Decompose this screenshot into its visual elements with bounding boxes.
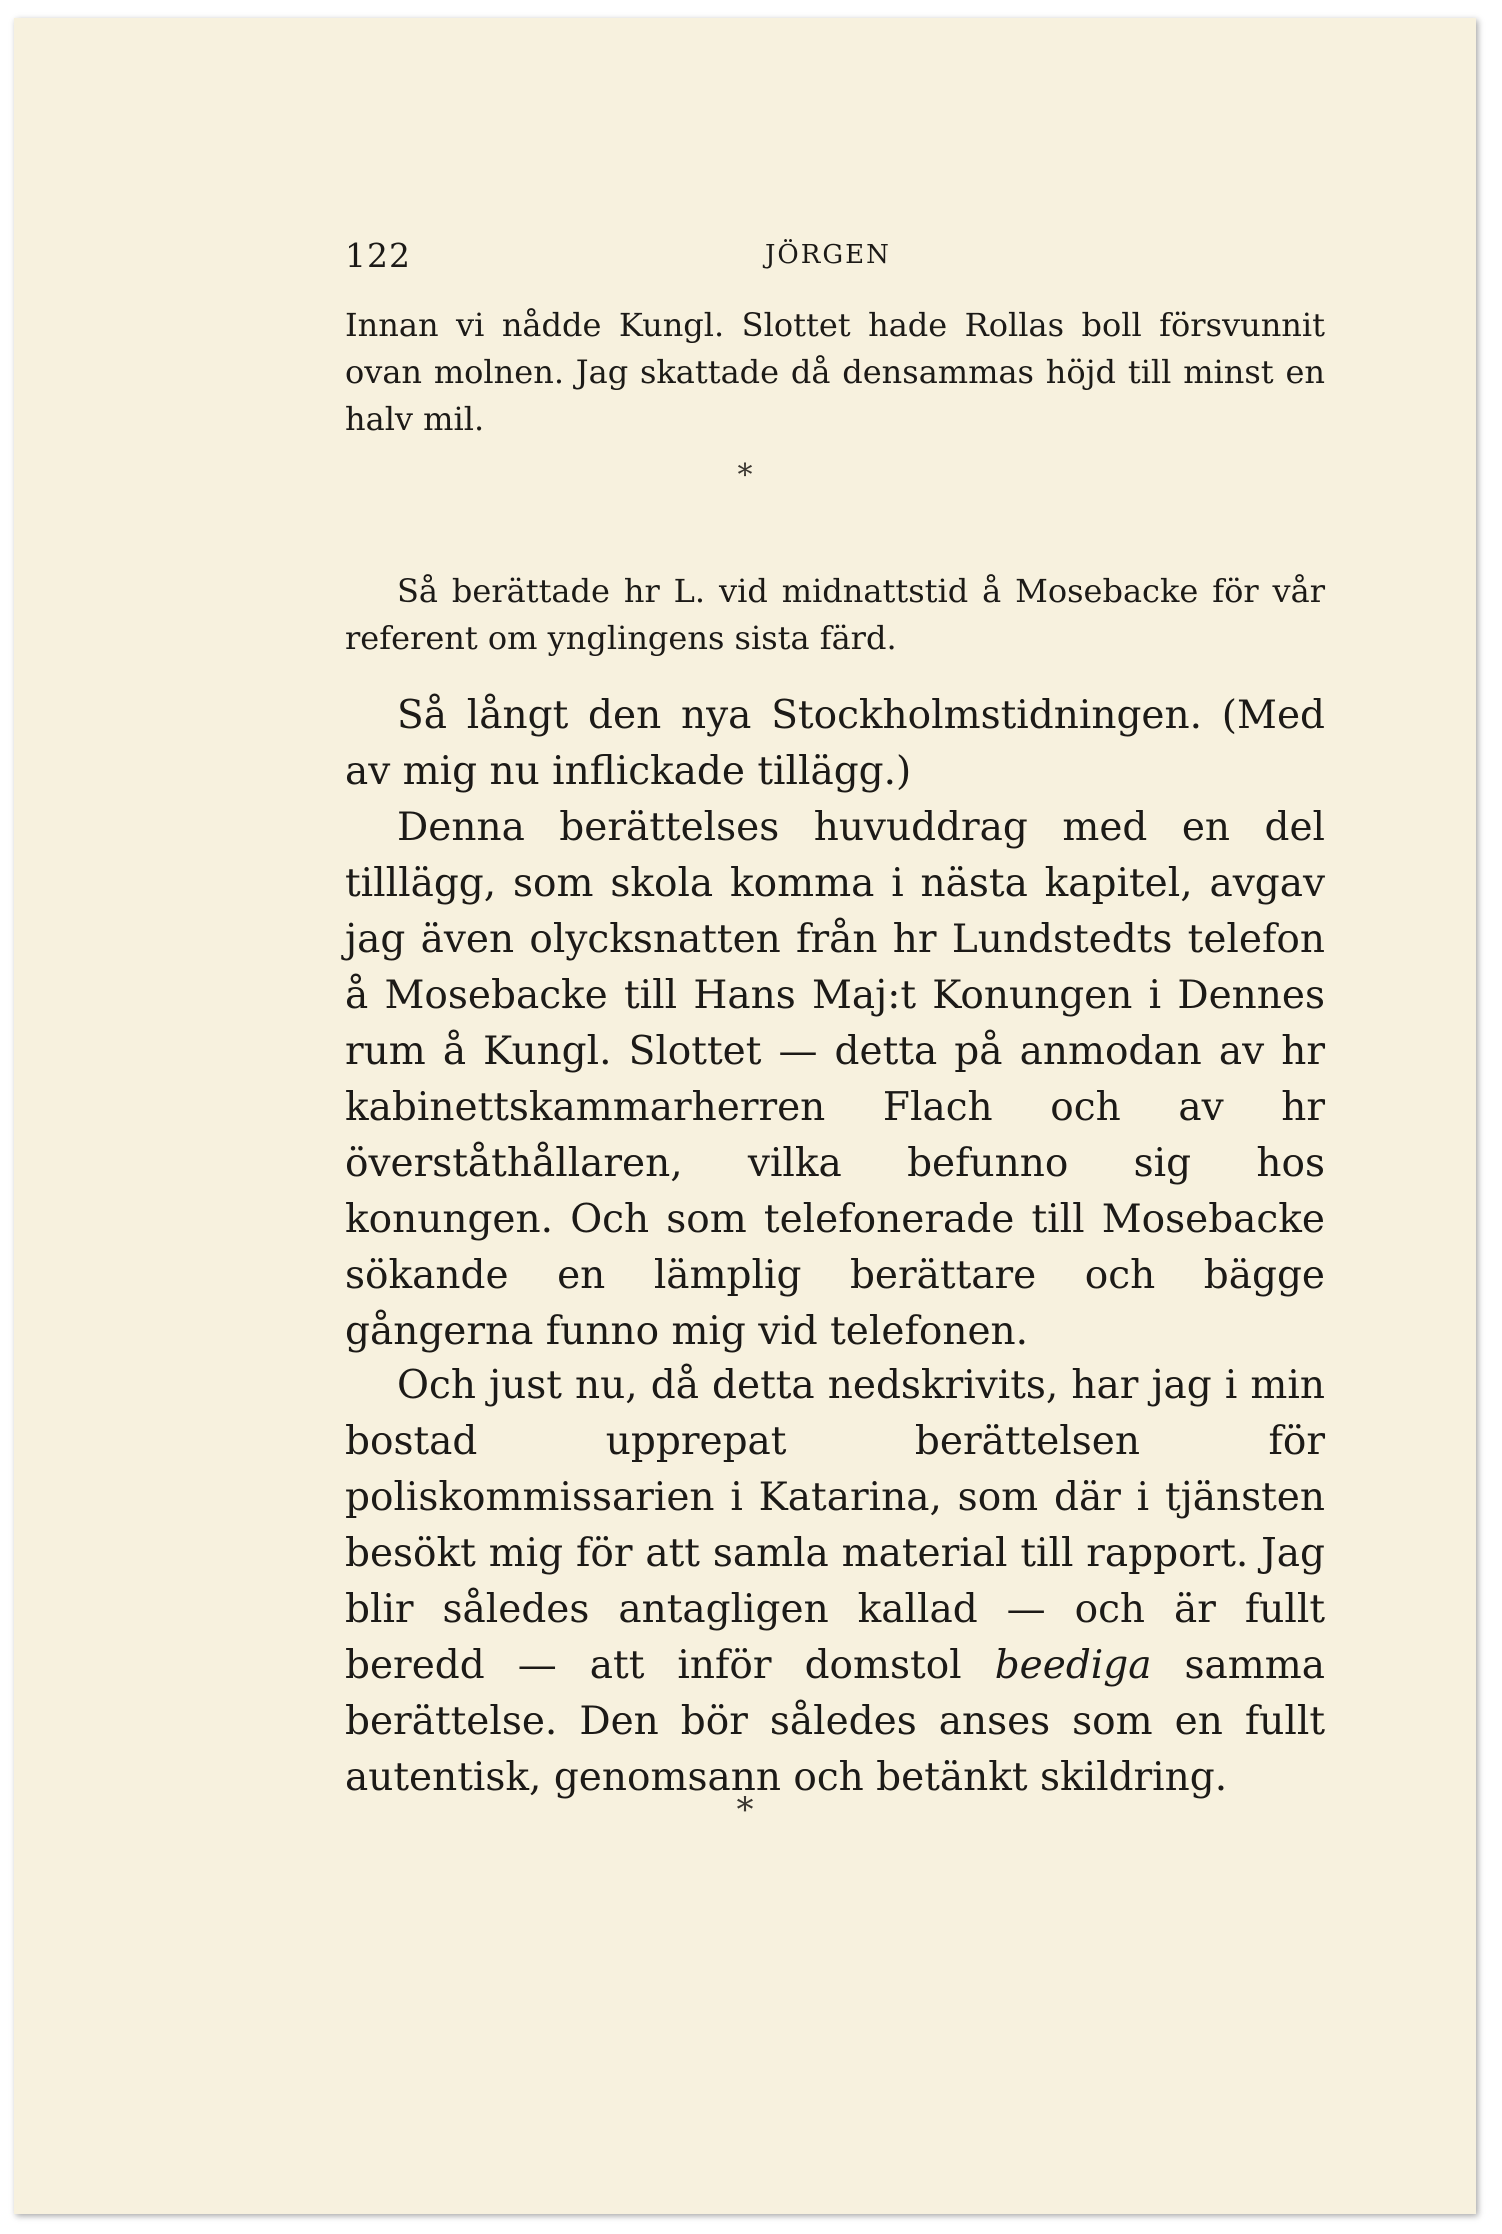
paragraph-3-text: Så långt den nya Stockholmstidningen. (Med av mig nu inflickade tillägg.): [345, 693, 1325, 794]
paragraph-4: [345, 800, 1325, 1360]
paragraph-5-text-before: Och just nu, då detta nedskrivits, har jag i min bostad upprepat berättelsen för poliskommissarien i Katarina, som där i tjänsten besökt mig för att samla material till rapport. Jag blir således antagligen kallad — och är fullt beredd — att inför domstol: [345, 1363, 1325, 1688]
paragraph-1: [345, 302, 1325, 443]
paragraph-2: [345, 568, 1325, 662]
paragraph-5-italic-word: beediga: [994, 1643, 1152, 1688]
separator-asterisk-2: *: [736, 1790, 754, 1830]
page-number: 122: [345, 236, 411, 275]
paragraph-3: [345, 688, 1325, 800]
paragraph-5-text-after: samma berättelse. Den bör således anses som en fullt autentisk, genomsann och betänkt skildring.: [345, 1643, 1325, 1800]
book-page: [14, 18, 1476, 2214]
running-title: JÖRGEN: [765, 240, 891, 270]
paragraph-5: [345, 1358, 1325, 1806]
separator-asterisk-1: *: [737, 458, 753, 493]
paragraph-5-text: [345, 1358, 1325, 1806]
page-header: [345, 236, 1325, 280]
paragraph-1-text: Innan vi nådde Kungl. Slottet hade Rollas boll försvunnit ovan molnen. Jag skattade då densammas höjd till minst en halv mil.: [345, 306, 1325, 438]
paragraph-2-text: Så berättade hr L. vid midnattstid å Mosebacke för vår referent om ynglingens sista färd.: [345, 572, 1325, 657]
paragraph-4-text: Denna berättelses huvuddrag med en del tilllägg, som skola komma i nästa kapitel, avgav jag även olycksnatten från hr Lundstedts telefon å Mosebacke till Hans Maj:t Konungen i Dennes rum å Kungl. Slottet — detta på anmodan av hr kabinettskammarherren Flach och av hr överståthållaren, vilka befunno sig hos konungen. Och som telefonerade till Mosebacke sökande en lämplig berättare och bägge gångerna funno mig vid telefonen.: [345, 805, 1325, 1354]
